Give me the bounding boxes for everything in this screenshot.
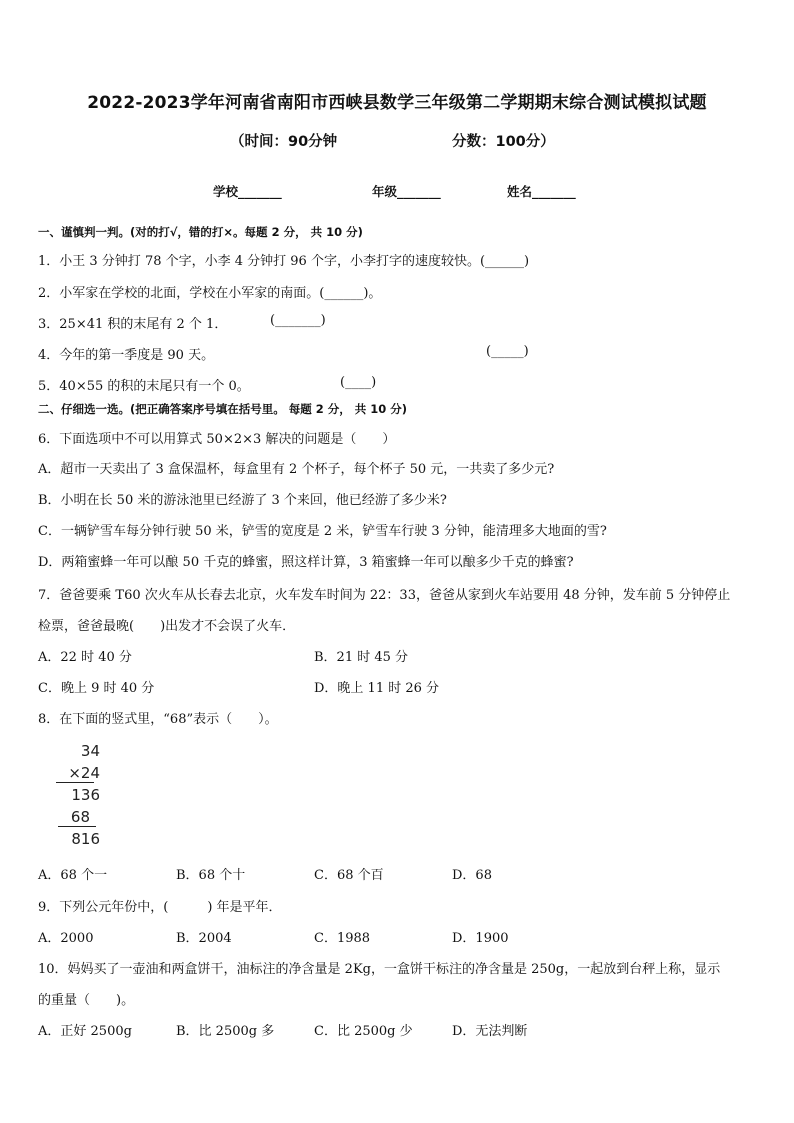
question-4: 4．今年的第一季度是 90 天。 (38, 348, 215, 363)
vertical-multiplication (60, 740, 100, 850)
question-5: 5．40×55 的积的末尾只有一个 0。 (38, 379, 250, 394)
question-10-option-d: D．无法判断 (452, 1024, 528, 1039)
question-7-line-2: 检票，爸爸最晚( )出发才不会误了火车． (38, 619, 296, 634)
question-9-option-a: A．2000 (38, 931, 94, 946)
question-6-option-a: A．超市一天卖出了 3 盒保温杯，每盒里有 2 个杯子，每个杯子 50 元，一共卖了多少元? (38, 462, 555, 477)
question-7-line-1: 7．爸爸要乘 T60 次火车从长春去北京，火车发车时间为 22：33，爸爸从家到火车站要用 48 分钟，发车前 5 分钟停止 (38, 588, 731, 603)
question-8-option-a: A．68 个一 (38, 868, 108, 883)
question-3-blank: (_______) (270, 313, 326, 328)
question-10-line-1: 10．妈妈买了一壶油和两盒饼干，油标注的净含量是 2Kg，一盒饼干标注的净含量是 250g，一起放到台秤上称，显示 (38, 962, 721, 977)
exam-title: 2022-2023学年河南省南阳市西峡县数学三年级第二学期期末综合测试模拟试题 (87, 93, 707, 113)
question-7-option-d: D．晚上 11 时 26 分 (314, 681, 440, 696)
question-1: 1．小王 3 分钟打 78 个字，小李 4 分钟打 96 个字，小李打字的速度较快。(______) (38, 254, 530, 269)
question-6-option-c: C．一辆铲雪车每分钟行驶 50 米，铲雪的宽度是 2 米，铲雪车行驶 3 分钟，能清理多大地面的雪? (38, 524, 607, 539)
question-9: 9．下列公元年份中，( ) 年是平年． (38, 900, 282, 915)
question-7-option-b: B．21 时 45 分 (314, 650, 409, 665)
question-9-option-c: C．1988 (314, 931, 371, 946)
calc-rule-2 (58, 826, 96, 827)
calc-rule-1 (56, 782, 94, 783)
question-10-option-a: A．正好 2500g (38, 1024, 132, 1039)
question-5-blank: (____) (340, 375, 377, 390)
question-10-option-b: B．比 2500g 多 (176, 1024, 275, 1039)
name-field: 姓名_______ (507, 184, 576, 199)
question-6: 6．下面选项中不可以用算式 50×2×3 解决的问题是（ ） (38, 432, 396, 447)
calc-line-4: 68 (70, 808, 90, 826)
question-9-option-d: D．1900 (452, 931, 509, 946)
question-6-option-b: B．小明在长 50 米的游泳池里已经游了 3 个来回，他已经游了多少米? (38, 493, 447, 508)
question-8-option-c: C．68 个百 (314, 868, 384, 883)
question-7-option-a: A．22 时 40 分 (38, 650, 132, 665)
question-8-option-d: D．68 (452, 868, 492, 883)
question-4-blank: (_____) (486, 344, 529, 359)
grade-field: 年级_______ (372, 184, 441, 199)
question-8-option-b: B．68 个十 (176, 868, 246, 883)
calc-line-2: ×24 (68, 764, 100, 782)
question-3: 3．25×41 积的末尾有 2 个 1． (38, 317, 228, 332)
calc-line-3: 136 (71, 786, 100, 804)
question-7-option-c: C．晚上 9 时 40 分 (38, 681, 155, 696)
school-field: 学校_______ (213, 184, 282, 199)
exam-score: 分数：100分） (452, 134, 555, 150)
question-2: 2．小军家在学校的北面，学校在小军家的南面。(______)。 (38, 286, 382, 301)
section-1-heading: 一、谨慎判一判。(对的打√，错的打×。每题 2 分， 共 10 分) (38, 225, 363, 239)
exam-time: （时间：90分钟 (230, 134, 338, 150)
section-2-heading: 二、仔细选一选。(把正确答案序号填在括号里。 每题 2 分， 共 10 分) (38, 402, 408, 416)
question-10-option-c: C．比 2500g 少 (314, 1024, 413, 1039)
question-6-option-d: D．两箱蜜蜂一年可以酿 50 千克的蜂蜜，照这样计算，3 箱蜜蜂一年可以酿多少千克的蜂蜜? (38, 555, 574, 570)
question-10-line-2: 的重量（ )。 (38, 993, 135, 1008)
calc-line-1: 34 (80, 742, 100, 760)
question-9-option-b: B．2004 (176, 931, 232, 946)
calc-line-5: 816 (71, 830, 100, 848)
question-8: 8．在下面的竖式里，“68”表示（ ）。 (38, 712, 278, 727)
